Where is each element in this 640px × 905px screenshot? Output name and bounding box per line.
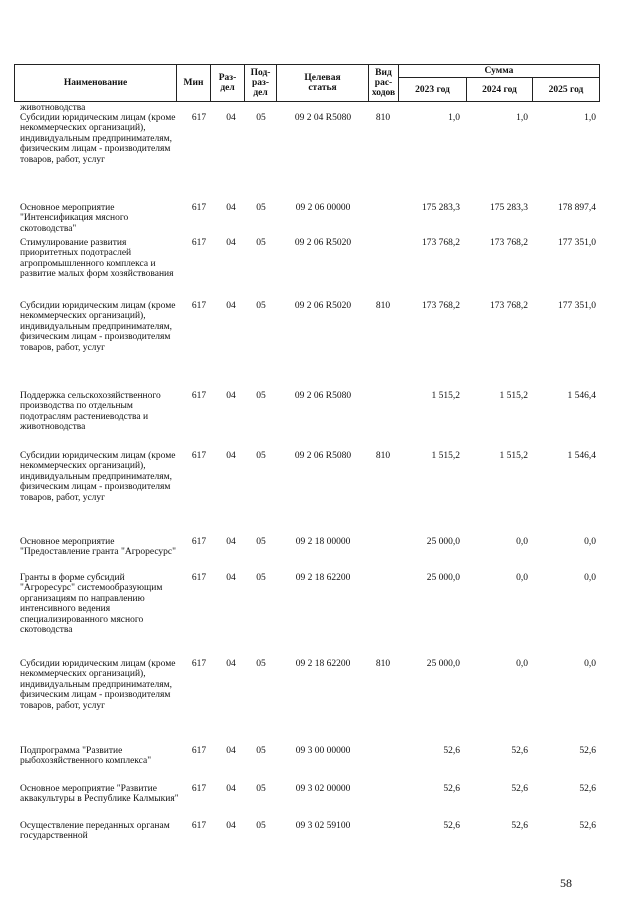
row-min: 617 [191, 821, 207, 831]
row-2025: 52,6 [579, 821, 596, 831]
row-celevaya: 09 2 06 R5020 [294, 301, 352, 311]
row-vid: 810 [375, 451, 391, 461]
row-2024: 173 768,2 [490, 238, 528, 248]
row-name: Субсидии юридическим лицам (кроме некоммерческих организаций), индивидуальным предпринимателям, физическим лицам - производителям товаров, работ, услуг [20, 659, 176, 711]
row-razdel: 04 [226, 113, 236, 123]
row-podrazdel: 05 [256, 301, 266, 311]
row-celevaya: 09 2 18 00000 [295, 537, 351, 547]
row-2023: 52,6 [443, 746, 460, 756]
row-razdel: 04 [226, 203, 236, 213]
row-name: Субсидии юридическим лицам (кроме некоммерческих организаций), индивидуальным предпринимателям, физическим лицам - производителям товаров, работ, услуг [20, 113, 176, 165]
row-2023: 25 000,0 [426, 659, 460, 669]
row-min: 617 [191, 746, 207, 756]
row-celevaya: 09 3 00 00000 [295, 746, 351, 756]
row-name: Подпрограмма "Развитие рыбохозяйственного комплекса" [20, 746, 152, 767]
row-podrazdel: 05 [256, 573, 266, 583]
row-min: 617 [191, 301, 207, 311]
row-razdel: 04 [226, 573, 236, 583]
row-2025: 1,0 [584, 113, 596, 123]
row-2023: 1,0 [448, 113, 460, 123]
row-razdel: 04 [226, 301, 236, 311]
row-podrazdel: 05 [256, 784, 266, 794]
row-2024: 0,0 [516, 659, 528, 669]
row-2025: 0,0 [584, 537, 596, 547]
row-min: 617 [191, 784, 207, 794]
row-2024: 1 515,2 [499, 391, 528, 401]
row-2023: 25 000,0 [426, 573, 460, 583]
row-podrazdel: 05 [256, 391, 266, 401]
row-vid: 810 [375, 301, 391, 311]
row-name: Поддержка сельскохозяйственного производства по отдельным подотраслям растениеводства и животноводства [20, 391, 161, 433]
row-2025: 0,0 [584, 659, 596, 669]
row-razdel: 04 [226, 391, 236, 401]
row-celevaya: 09 2 06 R5080 [294, 451, 352, 461]
row-celevaya: 09 2 18 62200 [295, 659, 351, 669]
row-podrazdel: 05 [256, 451, 266, 461]
row-2024: 52,6 [511, 784, 528, 794]
row-min: 617 [191, 113, 207, 123]
row-name: Осуществление переданных органам государственной [20, 821, 170, 842]
row-2025: 177 351,0 [558, 238, 596, 248]
row-name: Субсидии юридическим лицам (кроме некоммерческих организаций), индивидуальным предпринимателям, физическим лицам - производителям товаров, работ, услуг [20, 301, 176, 353]
row-2023: 1 515,2 [431, 451, 460, 461]
header-celevaya: Целевая статья [276, 64, 369, 102]
row-celevaya: 09 2 06 00000 [295, 203, 351, 213]
header-razdel: Раз- дел [210, 64, 245, 102]
row-2023: 52,6 [443, 821, 460, 831]
row-vid: 810 [375, 659, 391, 669]
row-2024: 52,6 [511, 746, 528, 756]
row-2025: 177 351,0 [558, 301, 596, 311]
row-celevaya: 09 2 06 R5080 [294, 391, 352, 401]
row-2023: 173 768,2 [422, 238, 460, 248]
header-name: Наименование [14, 64, 177, 102]
header-summa: Сумма [398, 64, 600, 78]
row-podrazdel: 05 [256, 203, 266, 213]
row-razdel: 04 [226, 659, 236, 669]
row-vid: 810 [375, 113, 391, 123]
row-podrazdel: 05 [256, 821, 266, 831]
row-name: Гранты в форме субсидий "Агроресурс" системообразующим организациям по направлению интенсивного ведения специализированного мясного скотоводства [20, 573, 163, 636]
row-podrazdel: 05 [256, 659, 266, 669]
row-name: Субсидии юридическим лицам (кроме некоммерческих организаций), индивидуальным предпринимателям, физическим лицам - производителям товаров, работ, услуг [20, 451, 176, 503]
row-2023: 175 283,3 [422, 203, 460, 213]
row-min: 617 [191, 659, 207, 669]
row-2024: 52,6 [511, 821, 528, 831]
row-2025: 0,0 [584, 573, 596, 583]
row-2025: 52,6 [579, 746, 596, 756]
row-razdel: 04 [226, 451, 236, 461]
row-min: 617 [191, 537, 207, 547]
page-number: 58 [560, 876, 572, 890]
row-min: 617 [191, 391, 207, 401]
row-2023: 1 515,2 [431, 391, 460, 401]
row-2023: 52,6 [443, 784, 460, 794]
header-2025: 2025 год [532, 77, 600, 102]
row-razdel: 04 [226, 238, 236, 248]
row-celevaya: 09 3 02 00000 [295, 784, 351, 794]
row-min: 617 [191, 203, 207, 213]
row-razdel: 04 [226, 537, 236, 547]
table-header [14, 64, 600, 102]
row-2025: 1 546,4 [567, 451, 596, 461]
row-2024: 0,0 [516, 573, 528, 583]
header-vid: Вид рас- ходов [368, 64, 399, 102]
row-2023: 173 768,2 [422, 301, 460, 311]
row-celevaya: 09 2 18 62200 [295, 573, 351, 583]
header-min: Мин [176, 64, 211, 102]
row-name: животноводства [20, 103, 86, 113]
row-min: 617 [191, 238, 207, 248]
row-name: Стимулирование развития приоритетных подотраслей агропромышленного комплекса и развитие малых форм хозяйствования [20, 238, 174, 280]
row-2024: 1 515,2 [499, 451, 528, 461]
header-podrazdel: Под- раз- дел [244, 64, 277, 102]
row-2025: 52,6 [579, 784, 596, 794]
row-2023: 25 000,0 [426, 537, 460, 547]
row-2025: 178 897,4 [558, 203, 596, 213]
row-min: 617 [191, 573, 207, 583]
row-2024: 1,0 [516, 113, 528, 123]
header-2024: 2024 год [466, 77, 533, 102]
row-podrazdel: 05 [256, 113, 266, 123]
row-name: Основное мероприятие "Развитие аквакультуры в Республике Калмыкия" [20, 784, 179, 805]
header-2023: 2023 год [398, 77, 467, 102]
row-celevaya: 09 2 06 R5020 [294, 238, 352, 248]
row-razdel: 04 [226, 746, 236, 756]
row-razdel: 04 [226, 784, 236, 794]
row-2024: 175 283,3 [490, 203, 528, 213]
row-name: Основное мероприятие "Интенсификация мясного скотоводства" [20, 203, 129, 234]
row-podrazdel: 05 [256, 238, 266, 248]
row-2024: 0,0 [516, 537, 528, 547]
row-podrazdel: 05 [256, 537, 266, 547]
row-celevaya: 09 3 02 59100 [295, 821, 351, 831]
row-celevaya: 09 2 04 R5080 [294, 113, 352, 123]
row-2024: 173 768,2 [490, 301, 528, 311]
row-min: 617 [191, 451, 207, 461]
row-2025: 1 546,4 [567, 391, 596, 401]
row-podrazdel: 05 [256, 746, 266, 756]
row-name: Основное мероприятие "Предоставление гранта "Агроресурс" [20, 537, 177, 558]
row-razdel: 04 [226, 821, 236, 831]
